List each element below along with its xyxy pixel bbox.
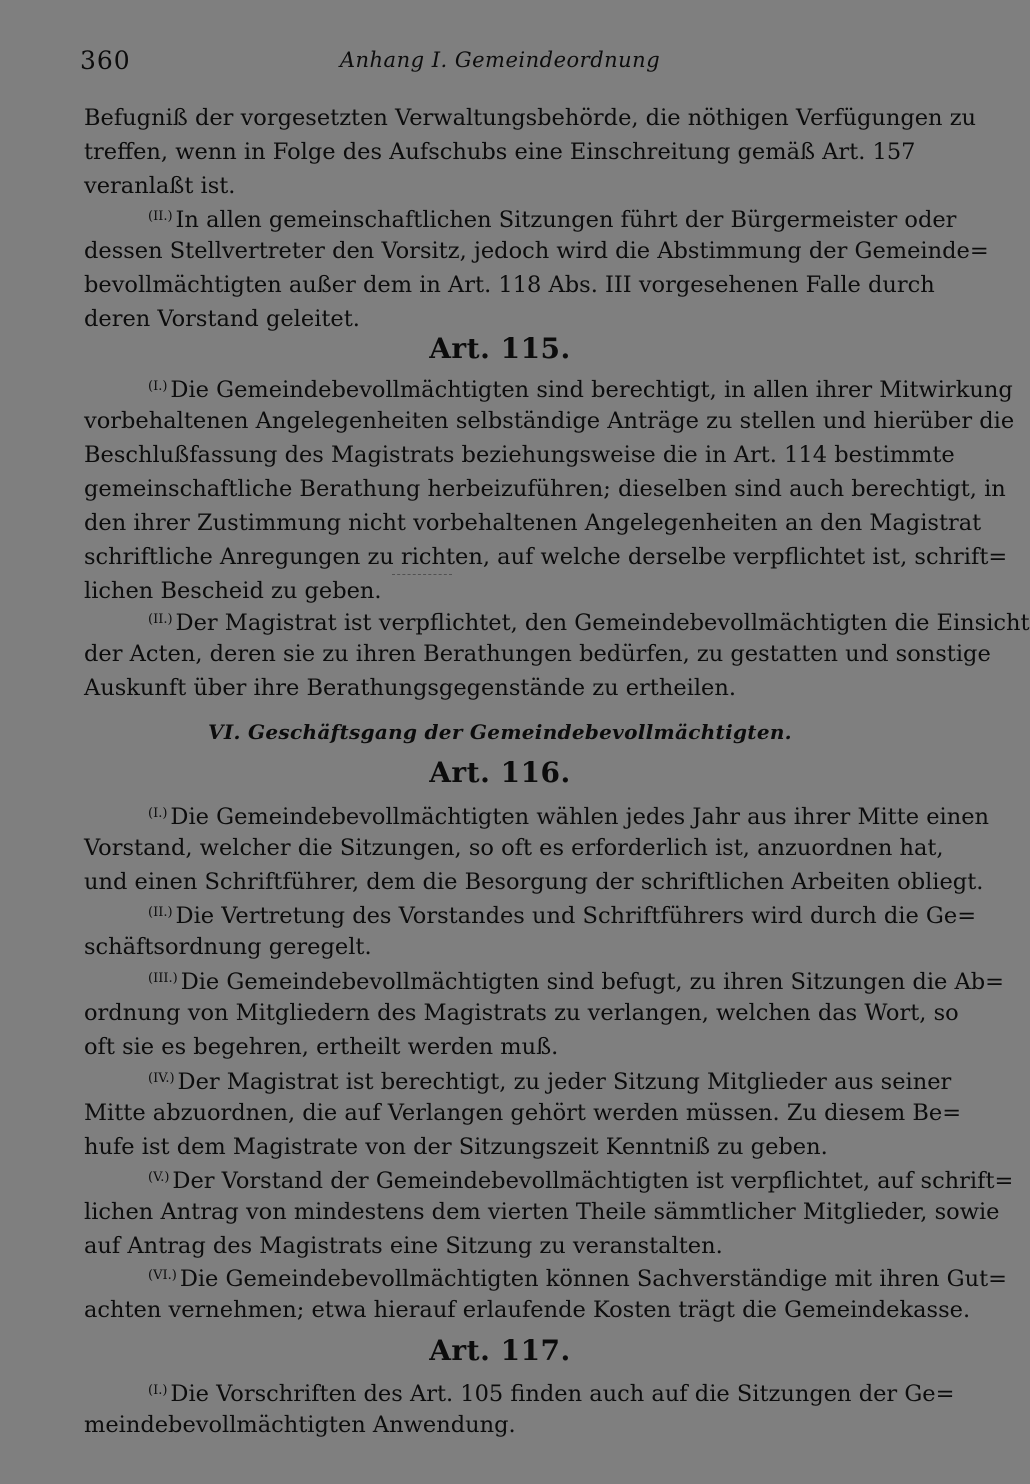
text-line: $^{(I.)}$ Die Vorschriften des Art. 105 finden auch auf die Sitzungen der Ge= — [148, 1381, 955, 1407]
text-line: Beschlußfassung des Magistrats beziehungsweise die in Art. 114 bestimmte — [84, 442, 955, 468]
article-heading: Art. 116. — [429, 756, 571, 789]
text-line: lichen Bescheid zu geben. — [84, 578, 382, 604]
running-head: Anhang I. Gemeindeordnung — [339, 48, 661, 72]
paragraph-marker: (II.) — [148, 905, 173, 920]
paragraph-marker: (II.) — [148, 209, 173, 224]
paragraph-marker: (V.) — [148, 1170, 170, 1185]
text-line: Vorstand, welcher die Sitzungen, so oft es erforderlich ist, anzuordnen hat, — [84, 835, 944, 861]
page-number: 360 — [80, 46, 131, 75]
article-heading: Art. 117. — [429, 1334, 571, 1367]
text-line: Befugniß der vorgesetzten Verwaltungsbehörde, die nöthigen Verfügungen zu — [84, 105, 977, 131]
text-line: deren Vorstand geleitet. — [84, 306, 360, 332]
paragraph-marker: (I.) — [148, 806, 168, 821]
text-line: meindebevollmächtigten Anwendung. — [84, 1412, 516, 1438]
pencil-mark — [392, 574, 452, 575]
section-heading: VI. Geschäftsgang der Gemeindebevollmächtigten. — [208, 720, 792, 744]
text-line: auf Antrag des Magistrats eine Sitzung zu veranstalten. — [84, 1233, 723, 1259]
paragraph-marker: (III.) — [148, 971, 178, 986]
article-heading: Art. 115. — [429, 332, 571, 365]
text-line: $^{(I.)}$ Die Gemeindebevollmächtigten sind berechtigt, in allen ihrer Mitwirkung — [148, 377, 1013, 403]
paragraph-art117-i — [84, 1374, 955, 1442]
text-line: ordnung von Mitgliedern des Magistrats zu verlangen, welchen das Wort, so — [84, 1000, 959, 1026]
text-line: Auskunft über ihre Berathungsgegenstände zu ertheilen. — [84, 675, 736, 701]
paragraph-marker: (I.) — [148, 379, 168, 394]
paragraph-marker: (I.) — [148, 1383, 168, 1398]
text-line: hufe ist dem Magistrate von der Sitzungszeit Kenntniß zu geben. — [84, 1134, 828, 1160]
paragraph-marker: (VI.) — [148, 1268, 177, 1283]
paragraph-art116-i — [84, 797, 990, 899]
paragraph-art116-v — [84, 1161, 1014, 1263]
text-line: $^{(VI.)}$ Die Gemeindebevollmächtigten können Sachverständige mit ihren Gut= — [148, 1266, 1007, 1292]
text-line: bevollmächtigten außer dem in Art. 118 Abs. III vorgesehenen Falle durch — [84, 272, 935, 298]
text-line: veranlaßt ist. — [84, 173, 236, 199]
text-line: $^{(V.)}$ Der Vorstand der Gemeindebevollmächtigten ist verpflichtet, auf schrift= — [148, 1168, 1014, 1194]
text-line: oft sie es begehren, ertheilt werden muß. — [84, 1034, 559, 1060]
text-line: vorbehaltenen Angelegenheiten selbständige Anträge zu stellen und hierüber die — [84, 408, 1015, 434]
paragraph-art115-ii — [84, 603, 1030, 705]
text-line: und einen Schriftführer, dem die Besorgung der schriftlichen Arbeiten obliegt. — [84, 869, 984, 895]
paragraph-art114-ii — [84, 200, 989, 336]
paragraph-continued — [84, 101, 977, 203]
text-line: der Acten, deren sie zu ihren Berathungen bedürfen, zu gestatten und sonstige — [84, 641, 991, 667]
paragraph-marker: (II.) — [148, 612, 173, 627]
text-line: den ihrer Zustimmung nicht vorbehaltenen Angelegenheiten an den Magistrat — [84, 510, 982, 536]
text-line: $^{(II.)}$ Die Vertretung des Vorstandes und Schriftführers wird durch die Ge= — [148, 903, 977, 929]
paragraph-art116-iii — [84, 962, 1004, 1064]
text-line: gemeinschaftliche Berathung herbeizuführen; dieselben sind auch berechtigt, in — [84, 476, 1006, 502]
text-line: lichen Antrag von mindestens dem vierten Theile sämmtlicher Mitglieder, sowie — [84, 1199, 1000, 1225]
page-header — [80, 46, 920, 80]
text-line: $^{(I.)}$ Die Gemeindebevollmächtigten wählen jedes Jahr aus ihrer Mitte einen — [148, 804, 990, 830]
text-line: schäftsordnung geregelt. — [84, 934, 372, 960]
text-line: schriftliche Anregungen zu richten, auf welche derselbe verpflichtet ist, schrift= — [84, 544, 1008, 570]
text-line: Mitte abzuordnen, die auf Verlangen gehört werden müssen. Zu diesem Be= — [84, 1100, 962, 1126]
text-line: $^{(IV.)}$ Der Magistrat ist berechtigt, zu jeder Sitzung Mitglieder aus seiner — [148, 1069, 952, 1095]
text-line: treffen, wenn in Folge des Aufschubs eine Einschreitung gemäß Art. 157 — [84, 139, 916, 165]
paragraph-art116-iv — [84, 1062, 962, 1164]
text-line: dessen Stellvertreter den Vorsitz, jedoch wird die Abstimmung der Gemeinde= — [84, 238, 989, 264]
text-line: achten vernehmen; etwa hierauf erlaufende Kosten trägt die Gemeindekasse. — [84, 1297, 971, 1323]
paragraph-art116-ii — [84, 896, 977, 964]
text-line: $^{(II.)}$ Der Magistrat ist verpflichtet, den Gemeindebevollmächtigten die Einsicht — [148, 610, 1030, 636]
text-line: $^{(II.)}$ In allen gemeinschaftlichen Sitzungen führt der Bürgermeister oder — [148, 207, 957, 233]
paragraph-marker: (IV.) — [148, 1071, 175, 1086]
text-line: $^{(III.)}$ Die Gemeindebevollmächtigten sind befugt, zu ihren Sitzungen die Ab= — [148, 969, 1004, 995]
paragraph-art115-i — [84, 370, 1015, 608]
paragraph-art116-vi — [84, 1259, 1007, 1327]
